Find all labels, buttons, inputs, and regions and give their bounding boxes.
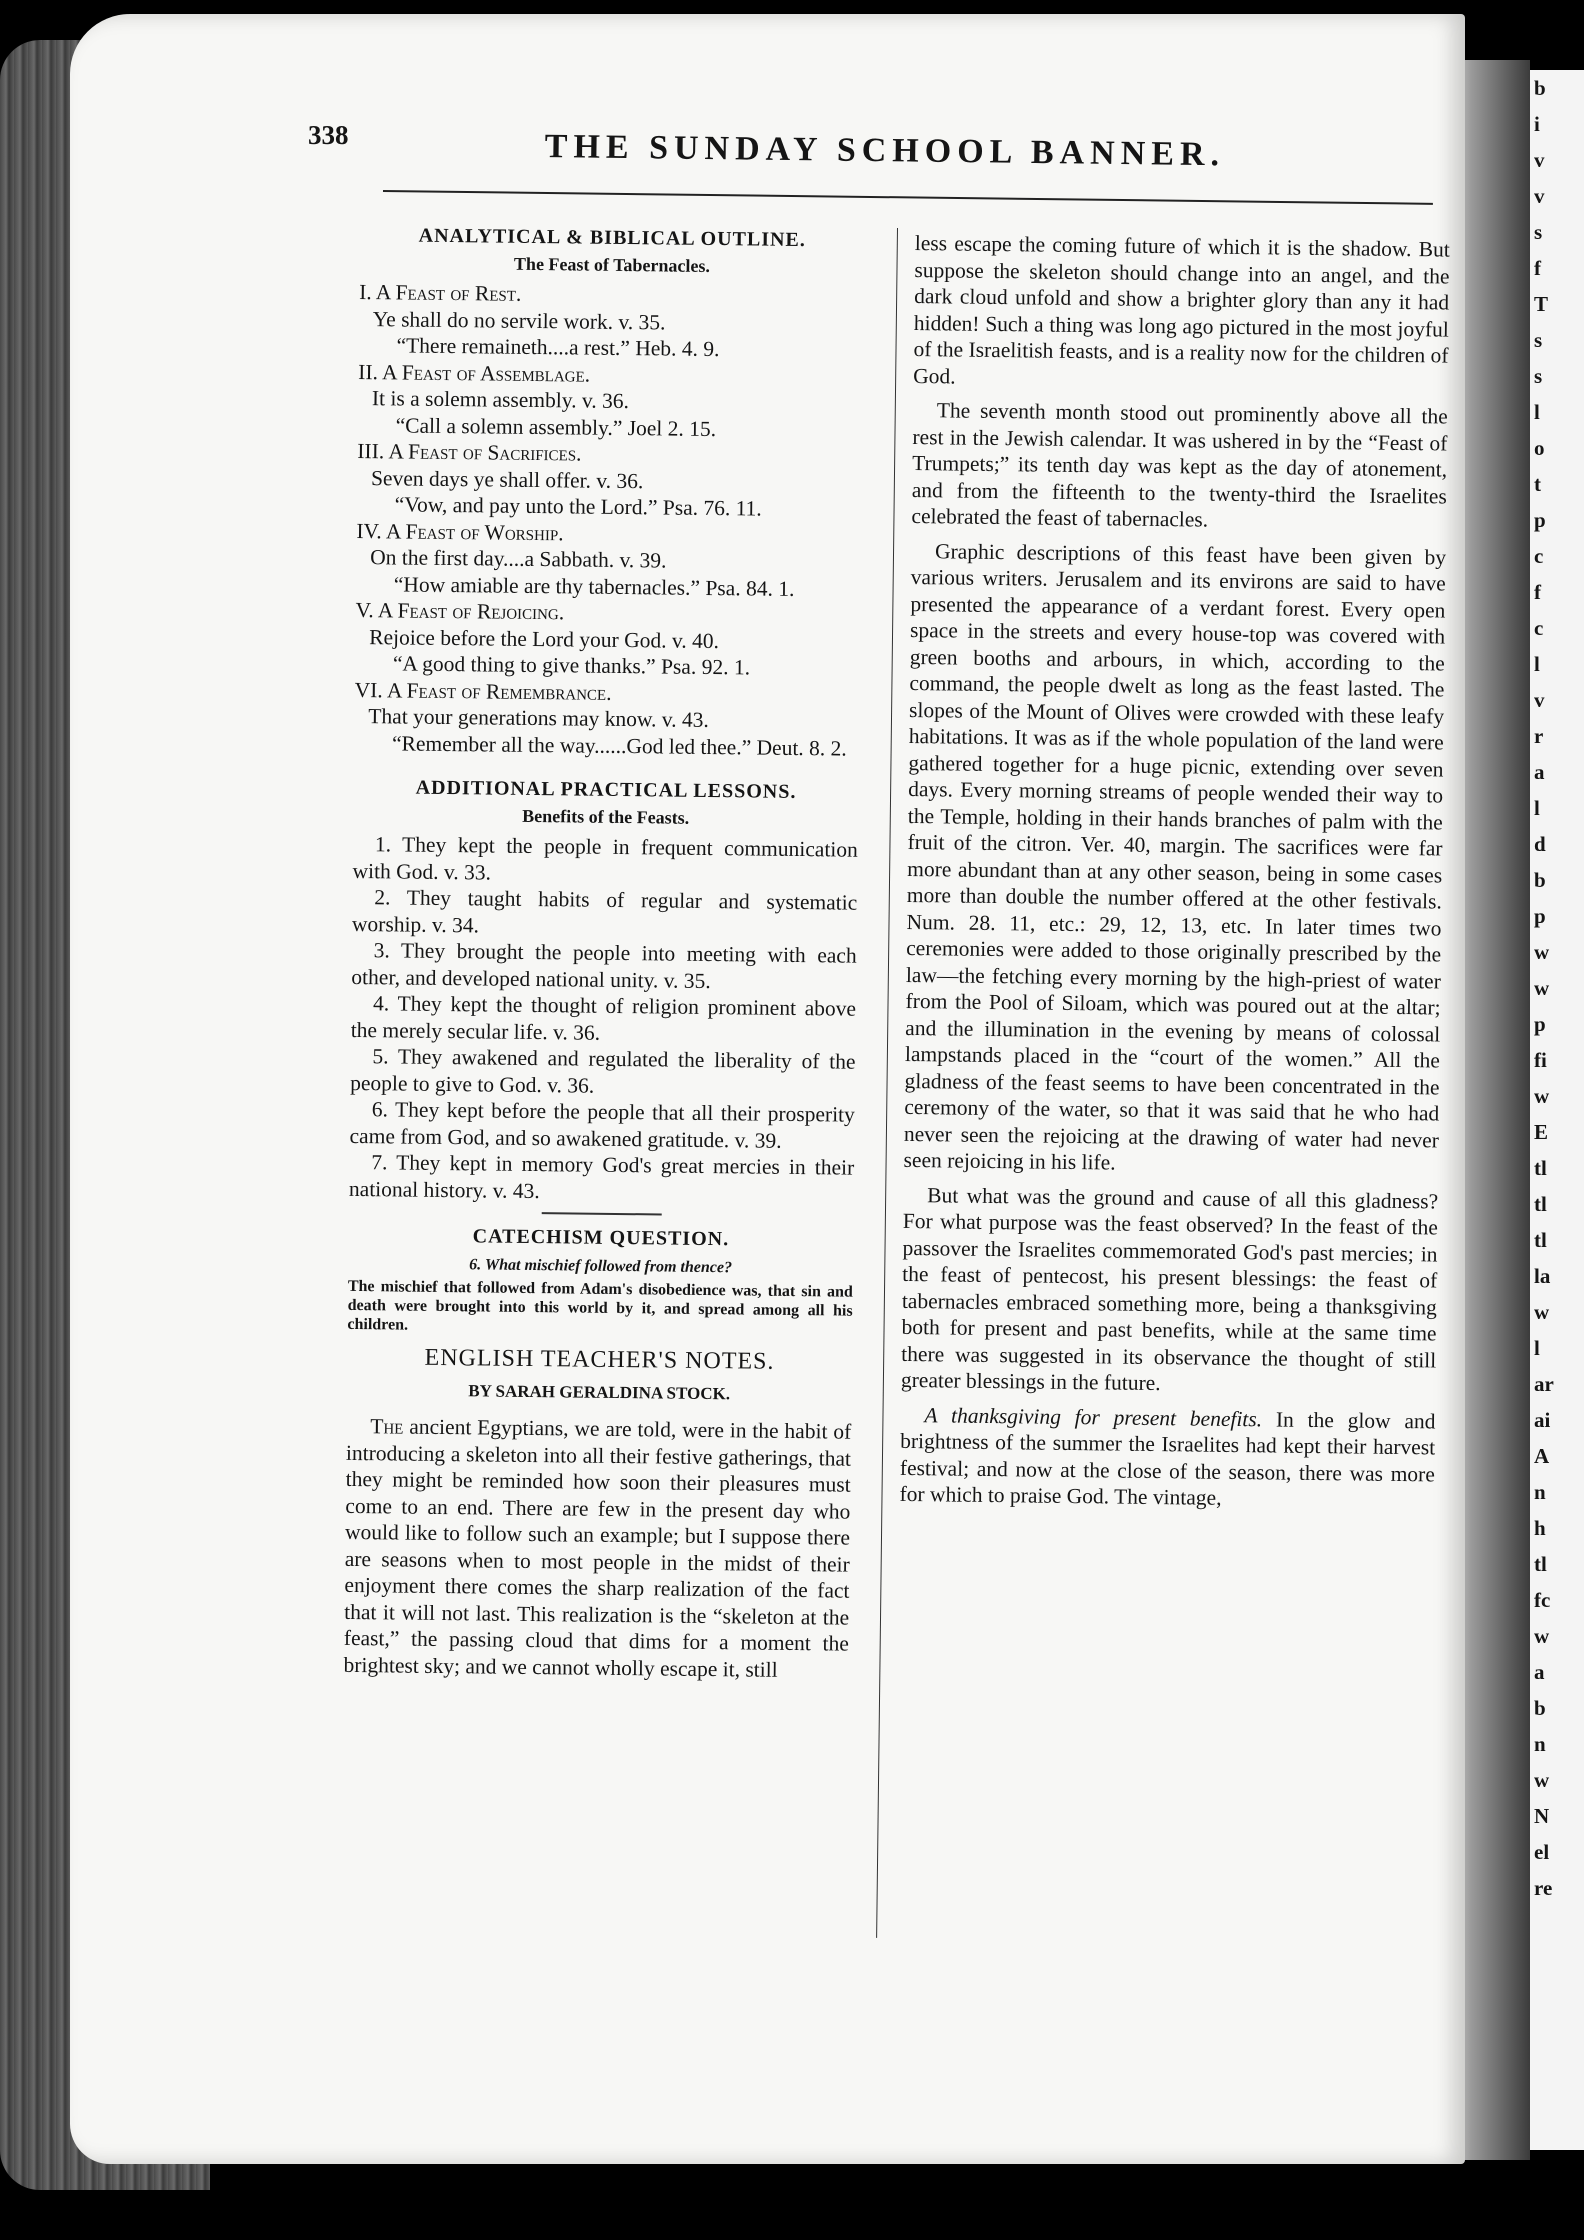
left-column	[343, 218, 865, 1684]
next-page-fragment: fi	[1534, 1048, 1547, 1072]
outline-quote: “Call a solemn assembly.” Joel 2. 15.	[395, 412, 717, 441]
next-page-fragment: w	[1534, 1084, 1550, 1108]
lesson-item: 2. They taught habits of regular and systematic worship. v. 34.	[351, 885, 858, 937]
outline-main-item: VI. A Feast of Remembrance.	[354, 677, 612, 705]
outline-quote: “Remember all the way......God led thee.” Deut. 8. 2.	[391, 730, 847, 761]
lessons-list	[349, 831, 858, 1208]
next-page-fragment: v	[1534, 148, 1545, 172]
next-page-fragment: l	[1534, 1336, 1540, 1360]
lesson-item: 3. They brought the people into meeting with each other, and developed national unity. v. 35.	[351, 938, 857, 993]
outline-main-item: IV. A Feast of Worship.	[356, 518, 564, 545]
next-page-fragment: tl	[1534, 1156, 1547, 1180]
outline-main-item: III. A Feast of Sacrifices.	[357, 438, 582, 466]
outline-quote: “Vow, and pay unto the Lord.” Psa. 76. 11.	[394, 492, 762, 521]
next-page-fragment: n	[1534, 1732, 1546, 1756]
next-page-fragment: a	[1534, 760, 1545, 784]
next-page-fragment: el	[1534, 1840, 1550, 1864]
next-page-fragment: ar	[1534, 1372, 1554, 1396]
next-page-fragment: la	[1534, 1264, 1551, 1288]
outline-heading: ANALYTICAL & BIBLICAL OUTLINE.	[418, 224, 806, 252]
right-column	[899, 230, 1450, 1514]
drop-word: The	[370, 1414, 404, 1439]
lesson-item: 7. They kept in memory God's great mercies in their national history. v. 43.	[348, 1150, 855, 1203]
outline-verse: That your generations may know. v. 43.	[368, 704, 710, 732]
outline-verse: Ye shall do no servile work. v. 35.	[372, 306, 666, 334]
next-page-fragment: i	[1534, 112, 1540, 136]
next-page-fragment: b	[1534, 1696, 1546, 1720]
running-head: THE SUNDAY SCHOOL BANNER.	[544, 128, 1226, 174]
next-page-fragment: p	[1534, 904, 1546, 928]
next-page-fragment: ai	[1534, 1408, 1551, 1432]
next-page-fragment: b	[1534, 868, 1546, 892]
lesson-item: 6. They kept before the people that all their prosperity came from God, and so awakened gratitude. v. 39.	[349, 1097, 855, 1153]
notes-byline: BY SARAH GERALDINA STOCK.	[468, 1380, 731, 1403]
next-page-fragment: s	[1534, 220, 1543, 244]
next-page-fragment: s	[1534, 328, 1543, 352]
next-page-fragment: N	[1534, 1804, 1550, 1828]
notes-paragraph-1: less escape the coming future of which it is the shadow. But suppose the skeleton should change into an angel, and the dark cloud unfold and show a brighter glory than any it had hidden! Such a thing was long ago pictured in the most joyful of the Israelitish feasts, and is a reality now for the children of God.	[913, 230, 1450, 389]
next-page-fragment: b	[1534, 76, 1546, 100]
next-page-fragment: s	[1534, 364, 1543, 388]
page-number: 338	[308, 120, 349, 150]
next-page-fragment: w	[1534, 976, 1550, 1000]
next-page-fragment: A	[1534, 1444, 1550, 1468]
next-page-fragment: v	[1534, 688, 1545, 712]
notes-paragraph-5: A thanksgiving for present benefits. In the glow and brightness of the summer the Israelites had kept their harvest festival; and now at the close of the season, there was more for which to praise God. The vintage,	[899, 1402, 1436, 1510]
outline-main-item: II. A Feast of Assemblage.	[358, 359, 591, 387]
outline-main-item: I. A Feast of Rest.	[359, 279, 522, 306]
next-page-fragment: r	[1534, 724, 1544, 748]
next-page-fragment: fc	[1534, 1588, 1551, 1612]
outline-verse: It is a solemn assembly. v. 36.	[371, 386, 630, 414]
next-page-fragment: T	[1534, 292, 1549, 316]
outline-verse: On the first day....a Sabbath. v. 39.	[370, 545, 667, 573]
next-page-fragment: w	[1534, 1300, 1550, 1324]
outline-main-item: V. A Feast of Rejoicing.	[355, 597, 565, 625]
outline-verse: Rejoice before the Lord your God. v. 40.	[369, 624, 720, 653]
next-page-fragment: E	[1534, 1120, 1549, 1144]
catechism-question: 6. What mischief followed from thence?	[469, 1255, 733, 1276]
next-page-fragment: re	[1534, 1876, 1553, 1900]
outline-quote: “There remaineth....a rest.” Heb. 4. 9.	[396, 333, 720, 362]
lesson-item: 4. They kept the thought of religion prominent above the merely secular life. v. 36.	[350, 991, 857, 1045]
outline-quote: “How amiable are thy tabernacles.” Psa. 84. 1.	[393, 571, 795, 601]
next-page-fragment: o	[1534, 436, 1545, 460]
next-page-fragment: n	[1534, 1480, 1546, 1504]
outline-list	[354, 279, 864, 762]
next-page-fragment: v	[1534, 184, 1545, 208]
section-divider	[541, 1212, 661, 1215]
next-page-fragment: c	[1534, 616, 1544, 640]
notes-paragraph-2: The seventh month stood out prominently above all the rest in the Jewish calendar. It was ushered in by the “Feast of Trumpets;” its tenth day was kept as the day of atonement, and from the fifteenth to the twenty-third the Israelites celebrated the feast of tabernacles.	[911, 398, 1448, 532]
next-page-fragment: l	[1534, 652, 1540, 676]
next-page-fragment: h	[1534, 1516, 1546, 1540]
next-page-fragment: t	[1534, 472, 1541, 496]
next-page-fragment: w	[1534, 1768, 1550, 1792]
outline-subheading: The Feast of Tabernacles.	[513, 253, 711, 276]
next-page-fragment: f	[1534, 580, 1541, 604]
catechism-heading: CATECHISM QUESTION.	[472, 1225, 730, 1251]
next-page-fragment: p	[1534, 508, 1546, 532]
notes-paragraph-3: Graphic descriptions of this feast have been given by various writers. Jerusalem and its environs are said to have presented the appearance of a verdant forest. Every open space in the streets and every house-top was covered with green booths and arbours, in which, according to the command, the people dwelt as long as the feast lasted. The slopes of the Mount of Olives were crowded with these leafy habitations. It was as if the whole population of the land were gathered together for a huge picnic, extending over seven days. Every morning streams of people wended their way to the Temple, holding in their hands branches of palm with the fruit of the citron. Ver. 40, margin. The sacrifices were far more abundant than at any other season, being in some cases more than double the number offered at the other festivals. Num. 28. 11, etc.: 29, 12, 13, etc. In later times two ceremonies were added to those originally prescribed by the law—the fetching every morning by the high-priest of water from the Pool of Siloam, which was poured out at the altar; and the illumination in the evening by means of colossal lampstands placed in the “court of the women.” All the gladness of the feast seems to have been concentrated in the ceremony of the water, so that it was said that he who had never seen the rejoicing at the drawing of water had never seen rejoicing in his life.	[903, 538, 1447, 1175]
next-page-edge	[1530, 70, 1584, 2150]
next-page-fragment: tl	[1534, 1192, 1547, 1216]
catechism-answer: The mischief that followed from Adam's disobedience was, that sin and death were brought into this world by it, and spread among all his children.	[347, 1277, 853, 1334]
next-page-fragment: c	[1534, 544, 1544, 568]
notes-paragraph-4: But what was the ground and cause of all this gladness? For what purpose was the feast observed? In the feast of the passover the Israelites commemorated God's past mercies; in the feast of pentecost, his present blessings: the feast of tabernacles embraced something more, being a thanksgiving both for present and past benefits, while at the same time there was suggested in its observance the thought of still greater blessings in the future.	[900, 1182, 1439, 1396]
lessons-heading: ADDITIONAL PRACTICAL LESSONS.	[415, 776, 797, 803]
lesson-item: 1. They kept the people in frequent communication with God. v. 33.	[352, 832, 859, 885]
outline-verse: Seven days ye shall offer. v. 36.	[370, 465, 644, 493]
next-page-fragment: l	[1534, 796, 1540, 820]
next-page-fragment: tl	[1534, 1228, 1547, 1252]
next-page-fragment: f	[1534, 256, 1541, 280]
lessons-subheading: Benefits of the Feasts.	[522, 805, 690, 828]
next-page-fragment: a	[1534, 1660, 1545, 1684]
next-page-fragment: tl	[1534, 1552, 1547, 1576]
next-page-fragment: w	[1534, 1624, 1550, 1648]
next-page-fragment: l	[1534, 400, 1540, 424]
next-page-fragment: w	[1534, 940, 1550, 964]
next-page-fragment: p	[1534, 1012, 1546, 1036]
outline-quote: “A good thing to give thanks.” Psa. 92. 1.	[392, 651, 751, 680]
notes-intro-paragraph: The ancient Egyptians, we are told, were in the habit of introducing a skeleton into all their festive gatherings, that they might be reminded how soon their pleasures must come to an end. There are few in the present day who would like to follow such an example; but I suppose there are seasons when to most people in the midst of their enjoyment there comes the sharp realization of the fact that it will not last. This realization is the “skeleton at the feast,” the passing cloud that dims for a moment the brightest sky; and we cannot wholly escape it, still	[343, 1414, 852, 1682]
lesson-item: 5. They awakened and regulated the liberality of the people to give to God. v. 36.	[350, 1044, 856, 1098]
notes-heading: ENGLISH TEACHER'S NOTES.	[424, 1344, 775, 1375]
next-page-fragment: d	[1534, 832, 1546, 856]
